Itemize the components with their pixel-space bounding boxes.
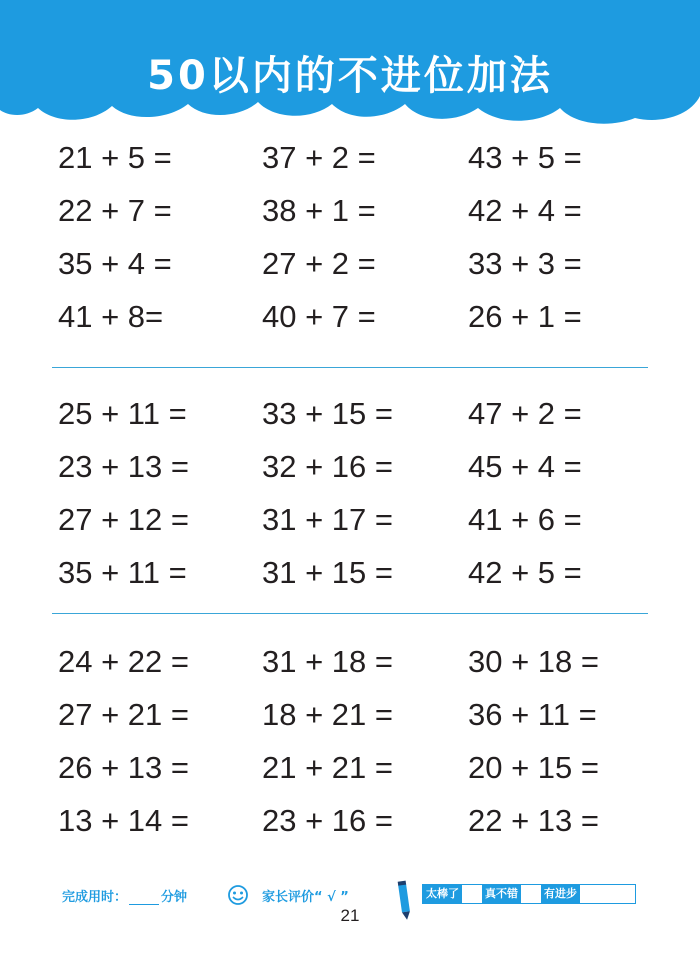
- addition-problem: 25 + 11 =: [58, 396, 187, 431]
- addition-problem: 31 + 17 =: [262, 502, 394, 537]
- addition-problem: 23 + 13 =: [58, 449, 190, 484]
- addition-problem: 31 + 18 =: [262, 644, 394, 679]
- addition-problem: 33 + 15 =: [262, 396, 394, 431]
- time-record: [62, 886, 187, 905]
- problem-row: [0, 640, 700, 684]
- addition-problem: 21 + 5 =: [58, 140, 172, 175]
- addition-problem: 27 + 12 =: [58, 502, 190, 537]
- parent-evaluation: 家长评价“ √ ”: [262, 890, 349, 905]
- rating-good-checkbox[interactable]: [521, 885, 541, 903]
- addition-problem: 33 + 3 =: [468, 246, 582, 281]
- addition-problem: 40 + 7 =: [262, 299, 376, 334]
- header-banner: [0, 0, 700, 130]
- problem-row: [0, 746, 700, 790]
- problem-row: [0, 498, 700, 542]
- rating-box: [422, 884, 636, 904]
- addition-problem: 26 + 1 =: [468, 299, 582, 334]
- problem-row: [0, 136, 700, 180]
- addition-problem: 38 + 1 =: [262, 193, 376, 228]
- page-title: 50以内的不进位加法: [147, 53, 553, 99]
- rating-great-label: 太棒了: [423, 885, 462, 903]
- addition-problem: 35 + 4 =: [58, 246, 172, 281]
- problem-row: [0, 445, 700, 489]
- addition-problem: 13 + 14 =: [58, 803, 190, 838]
- problem-row: [0, 551, 700, 595]
- addition-problem: 22 + 7 =: [58, 193, 172, 228]
- addition-problem: 20 + 15 =: [468, 750, 600, 785]
- problem-row: [0, 242, 700, 286]
- addition-problem: 27 + 2 =: [262, 246, 376, 281]
- addition-problem: 37 + 2 =: [262, 140, 376, 175]
- section-divider: [52, 613, 648, 614]
- problem-row: [0, 693, 700, 737]
- addition-problem: 32 + 16 =: [262, 449, 394, 484]
- problem-row: [0, 189, 700, 233]
- addition-problem: 24 + 22 =: [58, 644, 190, 679]
- addition-problem: 26 + 13 =: [58, 750, 190, 785]
- addition-problem: 41 + 8=: [58, 299, 164, 334]
- addition-problem: 27 + 21 =: [58, 697, 190, 732]
- addition-problem: 45 + 4 =: [468, 449, 582, 484]
- problem-row: [0, 295, 700, 339]
- rating-great-checkbox[interactable]: [462, 885, 482, 903]
- time-label: 完成用时：: [62, 890, 128, 905]
- addition-problem: 21 + 21 =: [262, 750, 394, 785]
- time-blank: [129, 892, 159, 905]
- page-number: 21: [340, 906, 360, 925]
- rating-improved-checkbox[interactable]: [580, 885, 600, 903]
- addition-problem: 31 + 15 =: [262, 555, 394, 590]
- rating-improved-label: 有进步: [541, 885, 580, 903]
- addition-problem: 35 + 11 =: [58, 555, 187, 590]
- addition-problem: 41 + 6 =: [468, 502, 582, 537]
- problem-row: [0, 392, 700, 436]
- addition-problem: 43 + 5 =: [468, 140, 582, 175]
- addition-problem: 36 + 11 =: [468, 697, 597, 732]
- rating-good-label: 真不错: [482, 885, 521, 903]
- smiley-icon: [227, 884, 249, 906]
- addition-problem: 22 + 13 =: [468, 803, 600, 838]
- time-unit: 分钟: [161, 890, 188, 905]
- addition-problem: 42 + 4 =: [468, 193, 582, 228]
- addition-problem: 47 + 2 =: [468, 396, 582, 431]
- section-divider: [52, 367, 648, 368]
- problem-row: [0, 799, 700, 843]
- addition-problem: 18 + 21 =: [262, 697, 394, 732]
- addition-problem: 42 + 5 =: [468, 555, 582, 590]
- addition-problem: 30 + 18 =: [468, 644, 600, 679]
- addition-problem: 23 + 16 =: [262, 803, 394, 838]
